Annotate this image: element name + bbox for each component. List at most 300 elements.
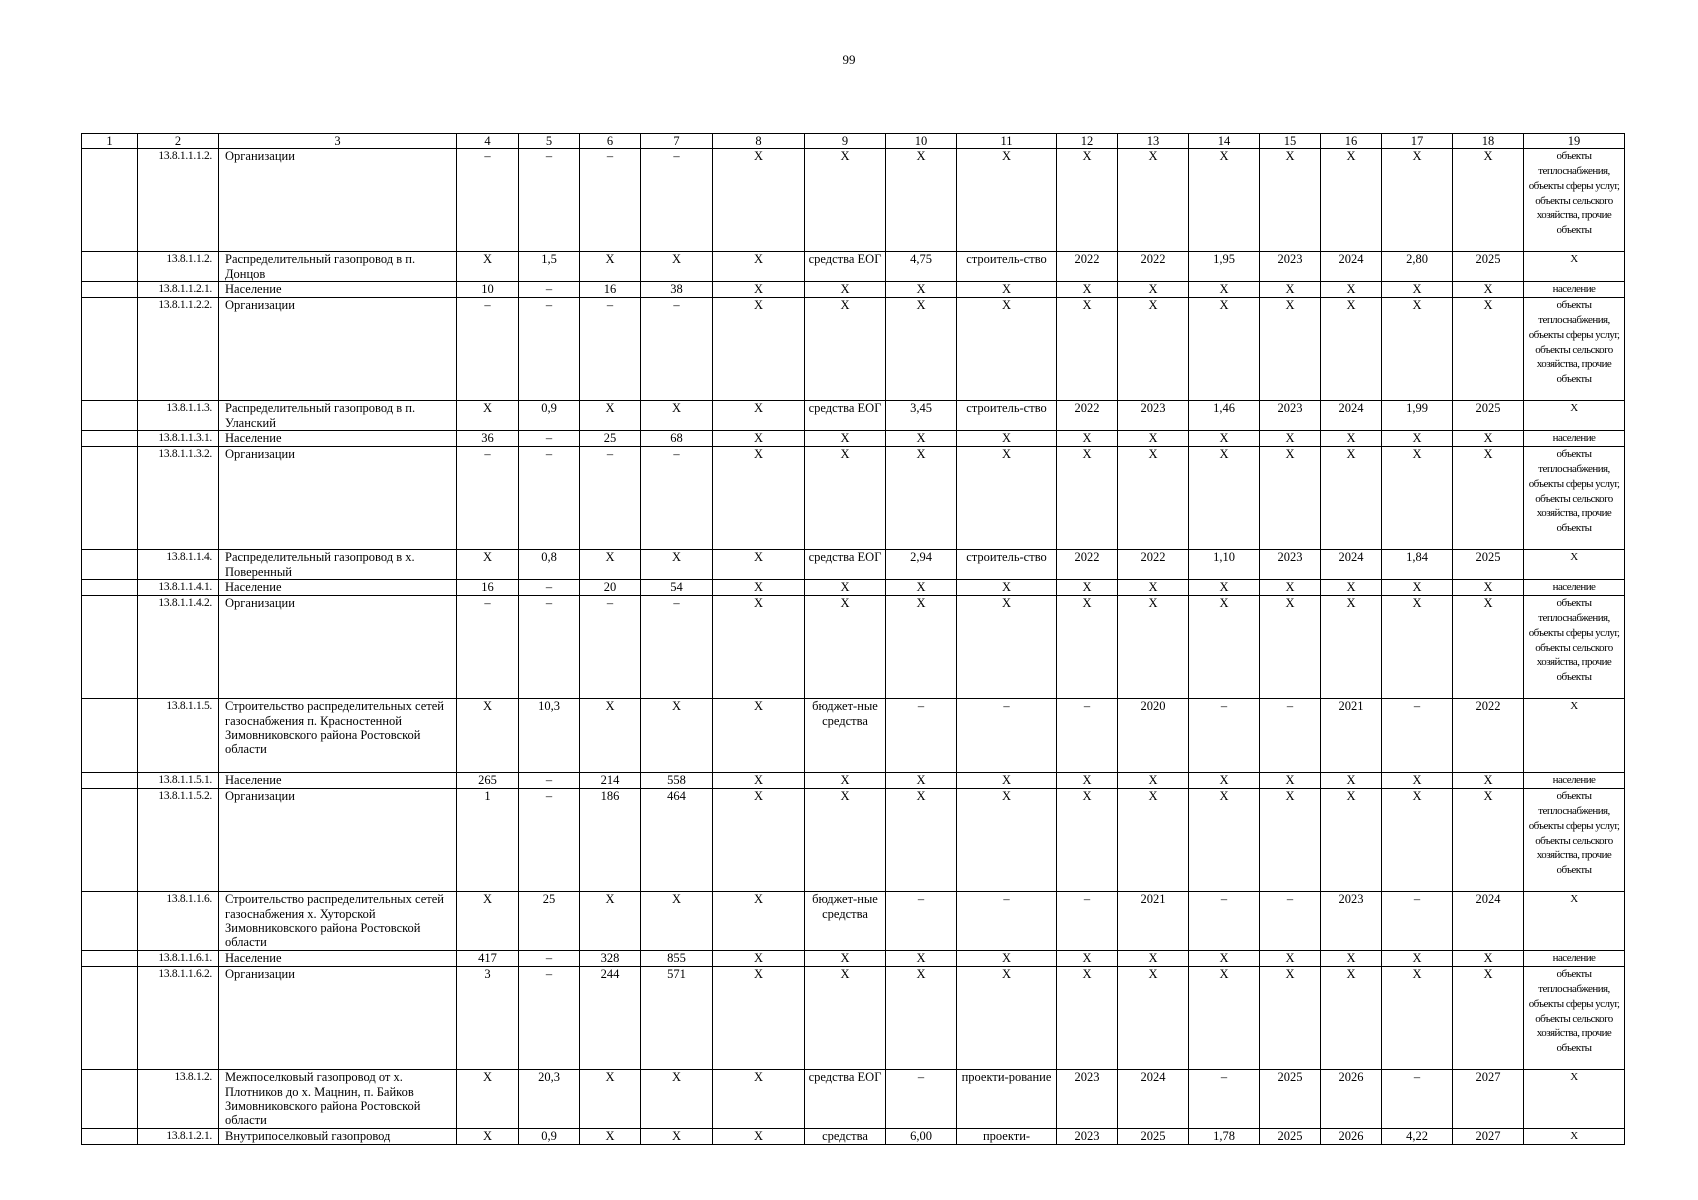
table-cell-col-4: – bbox=[457, 447, 519, 550]
table-cell-col-6: Х bbox=[580, 252, 641, 282]
table-cell-col-6: 20 bbox=[580, 580, 641, 596]
table-cell-col-14: Х bbox=[1189, 580, 1260, 596]
table-cell-col-13: Х bbox=[1118, 149, 1189, 252]
table-cell-col-7: 38 bbox=[641, 282, 713, 298]
table-cell-col-5: 1,5 bbox=[519, 252, 580, 282]
table-cell-col-3: Распределительный газопровод в п. Уланский bbox=[219, 401, 457, 431]
table-cell-col-1 bbox=[82, 580, 138, 596]
table-cell-col-3: Межпоселковый газопровод от х. Плотников до х. Мацнин, п. Байков Зимовниковского района Ростовской области bbox=[219, 1070, 457, 1129]
table-cell-col-11: Х bbox=[957, 967, 1057, 1070]
table-cell-col-9: бюджет-ные средства bbox=[805, 699, 886, 773]
table-cell-col-4: 417 bbox=[457, 951, 519, 967]
table-cell-col-15: Х bbox=[1260, 789, 1321, 892]
table-cell-col-5: 0,8 bbox=[519, 550, 580, 580]
table-cell-col-17: 1,99 bbox=[1382, 401, 1453, 431]
table-row bbox=[82, 789, 1625, 892]
table-cell-col-10: 6,00 bbox=[886, 1129, 957, 1145]
table-row bbox=[82, 431, 1625, 447]
table-cell-col-9: Х bbox=[805, 447, 886, 550]
table-cell-col-14: – bbox=[1189, 699, 1260, 773]
table-cell-col-8: Х bbox=[713, 1129, 805, 1145]
table-cell-col-15: – bbox=[1260, 892, 1321, 951]
table-cell-col-2: 13.8.1.2.1. bbox=[138, 1129, 219, 1145]
table-cell-col-1 bbox=[82, 951, 138, 967]
table-cell-col-11: Х bbox=[957, 298, 1057, 401]
table-cell-col-19: Х bbox=[1524, 550, 1625, 580]
table-cell-col-16: 2024 bbox=[1321, 252, 1382, 282]
table-cell-col-15: Х bbox=[1260, 596, 1321, 699]
table-cell-col-18: Х bbox=[1453, 951, 1524, 967]
table-cell-col-7: 558 bbox=[641, 773, 713, 789]
table-cell-col-12: 2023 bbox=[1057, 1070, 1118, 1129]
table-cell-col-11: Х bbox=[957, 951, 1057, 967]
table-cell-col-17: – bbox=[1382, 892, 1453, 951]
table-row bbox=[82, 252, 1625, 282]
table-cell-col-16: Х bbox=[1321, 431, 1382, 447]
table-cell-col-3: Распределительный газопровод в п. Донцов bbox=[219, 252, 457, 282]
table-cell-col-11: Х bbox=[957, 789, 1057, 892]
table-cell-col-14: 1,95 bbox=[1189, 252, 1260, 282]
table-cell-col-17: – bbox=[1382, 1070, 1453, 1129]
table-cell-col-16: Х bbox=[1321, 149, 1382, 252]
table-cell-col-8: Х bbox=[713, 951, 805, 967]
table-row bbox=[82, 447, 1625, 550]
table-cell-col-9: Х bbox=[805, 773, 886, 789]
table-cell-col-1 bbox=[82, 1129, 138, 1145]
column-header-1: 1 bbox=[82, 134, 138, 149]
table-cell-col-4: Х bbox=[457, 401, 519, 431]
table-cell-col-12: Х bbox=[1057, 282, 1118, 298]
table-cell-col-2: 13.8.1.1.1.2. bbox=[138, 149, 219, 252]
table-cell-col-4: – bbox=[457, 298, 519, 401]
table-cell-col-4: 3 bbox=[457, 967, 519, 1070]
table-cell-col-8: Х bbox=[713, 789, 805, 892]
table-cell-col-9: средства ЕОГ bbox=[805, 1070, 886, 1129]
table-cell-col-17: 4,22 bbox=[1382, 1129, 1453, 1145]
column-header-6: 6 bbox=[580, 134, 641, 149]
table-cell-col-3: Внутрипоселковый газопровод bbox=[219, 1129, 457, 1145]
table-cell-col-2: 13.8.1.1.6. bbox=[138, 892, 219, 951]
table-cell-col-10: Х bbox=[886, 967, 957, 1070]
table-cell-col-16: Х bbox=[1321, 951, 1382, 967]
table-cell-col-19: объекты теплоснабжения, объекты сферы услуг, объекты сельского хозяйства, прочие объекты bbox=[1524, 789, 1625, 892]
table-cell-col-8: Х bbox=[713, 773, 805, 789]
column-header-5: 5 bbox=[519, 134, 580, 149]
column-header-3: 3 bbox=[219, 134, 457, 149]
table-cell-col-3: Население bbox=[219, 431, 457, 447]
table-cell-col-15: Х bbox=[1260, 149, 1321, 252]
table-cell-col-6: Х bbox=[580, 699, 641, 773]
table-cell-col-11: строитель-ство bbox=[957, 401, 1057, 431]
column-header-16: 16 bbox=[1321, 134, 1382, 149]
table-cell-col-16: Х bbox=[1321, 596, 1382, 699]
table-cell-col-5: – bbox=[519, 149, 580, 252]
table-cell-col-5: – bbox=[519, 282, 580, 298]
table-row bbox=[82, 1129, 1625, 1145]
header-row bbox=[82, 134, 1625, 149]
table-cell-col-18: 2022 bbox=[1453, 699, 1524, 773]
table-cell-col-5: 25 bbox=[519, 892, 580, 951]
table-cell-col-2: 13.8.1.2. bbox=[138, 1070, 219, 1129]
table-cell-col-19: объекты теплоснабжения, объекты сферы услуг, объекты сельского хозяйства, прочие объекты bbox=[1524, 149, 1625, 252]
table-cell-col-13: Х bbox=[1118, 596, 1189, 699]
table-cell-col-9: средства ЕОГ bbox=[805, 401, 886, 431]
table-cell-col-6: Х bbox=[580, 550, 641, 580]
table-cell-col-7: Х bbox=[641, 1129, 713, 1145]
table-cell-col-6: Х bbox=[580, 1070, 641, 1129]
table-cell-col-17: 1,84 bbox=[1382, 550, 1453, 580]
table-cell-col-4: Х bbox=[457, 699, 519, 773]
table-row bbox=[82, 699, 1625, 773]
table-cell-col-16: Х bbox=[1321, 789, 1382, 892]
table-cell-col-10: Х bbox=[886, 596, 957, 699]
column-header-10: 10 bbox=[886, 134, 957, 149]
table-cell-col-7: Х bbox=[641, 252, 713, 282]
table-cell-col-16: Х bbox=[1321, 580, 1382, 596]
table-cell-col-2: 13.8.1.1.5. bbox=[138, 699, 219, 773]
table-cell-col-3: Организации bbox=[219, 967, 457, 1070]
table-row bbox=[82, 596, 1625, 699]
table-cell-col-7: Х bbox=[641, 892, 713, 951]
table-cell-col-5: – bbox=[519, 951, 580, 967]
table-cell-col-16: Х bbox=[1321, 298, 1382, 401]
table-cell-col-17: 2,80 bbox=[1382, 252, 1453, 282]
table-cell-col-11: Х bbox=[957, 773, 1057, 789]
table-cell-col-3: Население bbox=[219, 773, 457, 789]
table-cell-col-18: Х bbox=[1453, 967, 1524, 1070]
table-cell-col-15: Х bbox=[1260, 447, 1321, 550]
table-cell-col-2: 13.8.1.1.2.2. bbox=[138, 298, 219, 401]
table-cell-col-12: 2022 bbox=[1057, 401, 1118, 431]
table-cell-col-11: Х bbox=[957, 431, 1057, 447]
table-row bbox=[82, 951, 1625, 967]
table-cell-col-8: Х bbox=[713, 447, 805, 550]
table-cell-col-5: – bbox=[519, 773, 580, 789]
table-cell-col-1 bbox=[82, 550, 138, 580]
table-cell-col-19: Х bbox=[1524, 252, 1625, 282]
column-header-11: 11 bbox=[957, 134, 1057, 149]
table-cell-col-9: Х bbox=[805, 580, 886, 596]
table-cell-col-17: Х bbox=[1382, 282, 1453, 298]
table-cell-col-11: строитель-ство bbox=[957, 550, 1057, 580]
table-cell-col-18: Х bbox=[1453, 149, 1524, 252]
table-cell-col-8: Х bbox=[713, 401, 805, 431]
table-cell-col-4: Х bbox=[457, 252, 519, 282]
table-cell-col-11: Х bbox=[957, 282, 1057, 298]
table-cell-col-5: – bbox=[519, 431, 580, 447]
table-cell-col-10: Х bbox=[886, 282, 957, 298]
table-cell-col-19: население bbox=[1524, 580, 1625, 596]
table-cell-col-7: – bbox=[641, 149, 713, 252]
table-cell-col-14: Х bbox=[1189, 447, 1260, 550]
table-cell-col-13: 2023 bbox=[1118, 401, 1189, 431]
table-cell-col-2: 13.8.1.1.2. bbox=[138, 252, 219, 282]
table-cell-col-16: 2021 bbox=[1321, 699, 1382, 773]
table-cell-col-1 bbox=[82, 252, 138, 282]
table-cell-col-6: Х bbox=[580, 1129, 641, 1145]
table-cell-col-15: Х bbox=[1260, 282, 1321, 298]
table-cell-col-12: Х bbox=[1057, 580, 1118, 596]
table-cell-col-14: 1,78 bbox=[1189, 1129, 1260, 1145]
table-cell-col-7: 464 bbox=[641, 789, 713, 892]
table-cell-col-19: Х bbox=[1524, 401, 1625, 431]
table-row bbox=[82, 773, 1625, 789]
table-cell-col-12: Х bbox=[1057, 431, 1118, 447]
table-cell-col-10: Х bbox=[886, 447, 957, 550]
data-table bbox=[81, 133, 1625, 1145]
table-cell-col-16: Х bbox=[1321, 967, 1382, 1070]
table-cell-col-7: Х bbox=[641, 1070, 713, 1129]
table-cell-col-10: Х bbox=[886, 580, 957, 596]
table-cell-col-7: 68 bbox=[641, 431, 713, 447]
table-cell-col-1 bbox=[82, 149, 138, 252]
table-cell-col-8: Х bbox=[713, 282, 805, 298]
table-cell-col-10: Х bbox=[886, 951, 957, 967]
table-cell-col-2: 13.8.1.1.4.2. bbox=[138, 596, 219, 699]
table-cell-col-11: – bbox=[957, 699, 1057, 773]
table-cell-col-5: – bbox=[519, 967, 580, 1070]
table-cell-col-8: Х bbox=[713, 298, 805, 401]
table-cell-col-6: 328 bbox=[580, 951, 641, 967]
column-header-4: 4 bbox=[457, 134, 519, 149]
table-row bbox=[82, 401, 1625, 431]
table-cell-col-8: Х bbox=[713, 550, 805, 580]
table-cell-col-9: средства ЕОГ bbox=[805, 550, 886, 580]
table-cell-col-11: Х bbox=[957, 149, 1057, 252]
table-cell-col-3: Организации bbox=[219, 447, 457, 550]
table-cell-col-19: Х bbox=[1524, 1129, 1625, 1145]
table-cell-col-1 bbox=[82, 431, 138, 447]
table-cell-col-18: Х bbox=[1453, 431, 1524, 447]
table-cell-col-15: Х bbox=[1260, 298, 1321, 401]
table-cell-col-16: 2026 bbox=[1321, 1070, 1382, 1129]
table-cell-col-7: – bbox=[641, 447, 713, 550]
table-cell-col-6: 186 bbox=[580, 789, 641, 892]
column-header-15: 15 bbox=[1260, 134, 1321, 149]
table-cell-col-12: – bbox=[1057, 699, 1118, 773]
table-cell-col-3: Население bbox=[219, 951, 457, 967]
table-cell-col-19: Х bbox=[1524, 1070, 1625, 1129]
table-cell-col-14: 1,10 bbox=[1189, 550, 1260, 580]
table-cell-col-3: Организации bbox=[219, 596, 457, 699]
table-cell-col-18: Х bbox=[1453, 596, 1524, 699]
table-cell-col-4: – bbox=[457, 596, 519, 699]
table-cell-col-6: 244 bbox=[580, 967, 641, 1070]
table-row bbox=[82, 892, 1625, 951]
table-cell-col-12: Х bbox=[1057, 596, 1118, 699]
table-cell-col-2: 13.8.1.1.6.2. bbox=[138, 967, 219, 1070]
table-cell-col-7: Х bbox=[641, 550, 713, 580]
table-cell-col-15: Х bbox=[1260, 951, 1321, 967]
table-cell-col-12: Х bbox=[1057, 951, 1118, 967]
table-cell-col-12: 2022 bbox=[1057, 550, 1118, 580]
table-cell-col-9: Х bbox=[805, 967, 886, 1070]
table-cell-col-6: Х bbox=[580, 401, 641, 431]
table-cell-col-15: 2023 bbox=[1260, 550, 1321, 580]
page-number: 99 bbox=[842, 52, 856, 67]
table-cell-col-10: 2,94 bbox=[886, 550, 957, 580]
table-cell-col-4: 16 bbox=[457, 580, 519, 596]
table-cell-col-19: население bbox=[1524, 282, 1625, 298]
table-cell-col-6: 16 bbox=[580, 282, 641, 298]
table-cell-col-5: – bbox=[519, 580, 580, 596]
table-cell-col-1 bbox=[82, 298, 138, 401]
table-cell-col-18: Х bbox=[1453, 580, 1524, 596]
table-cell-col-2: 13.8.1.1.4.1. bbox=[138, 580, 219, 596]
table-cell-col-13: Х bbox=[1118, 773, 1189, 789]
column-header-8: 8 bbox=[713, 134, 805, 149]
table-cell-col-15: Х bbox=[1260, 967, 1321, 1070]
table-cell-col-18: 2024 bbox=[1453, 892, 1524, 951]
table-row bbox=[82, 580, 1625, 596]
table-cell-col-19: население bbox=[1524, 431, 1625, 447]
table-cell-col-14: – bbox=[1189, 892, 1260, 951]
table-cell-col-11: Х bbox=[957, 447, 1057, 550]
table-cell-col-13: 2025 bbox=[1118, 1129, 1189, 1145]
table-cell-col-5: 10,3 bbox=[519, 699, 580, 773]
table-cell-col-14: Х bbox=[1189, 298, 1260, 401]
table-cell-col-17: – bbox=[1382, 699, 1453, 773]
table-cell-col-17: Х bbox=[1382, 789, 1453, 892]
table-cell-col-1 bbox=[82, 967, 138, 1070]
table-cell-col-17: Х bbox=[1382, 149, 1453, 252]
table-cell-col-7: 855 bbox=[641, 951, 713, 967]
column-header-7: 7 bbox=[641, 134, 713, 149]
table-cell-col-17: Х bbox=[1382, 596, 1453, 699]
table-cell-col-9: Х bbox=[805, 149, 886, 252]
table-cell-col-10: Х bbox=[886, 789, 957, 892]
table-cell-col-12: 2022 bbox=[1057, 252, 1118, 282]
table-cell-col-18: Х bbox=[1453, 447, 1524, 550]
table-cell-col-11: Х bbox=[957, 596, 1057, 699]
table-cell-col-1 bbox=[82, 892, 138, 951]
table-cell-col-4: – bbox=[457, 149, 519, 252]
table-cell-col-15: Х bbox=[1260, 580, 1321, 596]
table-cell-col-1 bbox=[82, 596, 138, 699]
table-cell-col-19: население bbox=[1524, 773, 1625, 789]
table-cell-col-3: Организации bbox=[219, 789, 457, 892]
table-cell-col-11: проекти-рование bbox=[957, 1070, 1057, 1129]
table-cell-col-6: – bbox=[580, 596, 641, 699]
table-cell-col-1 bbox=[82, 401, 138, 431]
table-cell-col-8: Х bbox=[713, 252, 805, 282]
table-cell-col-14: Х bbox=[1189, 282, 1260, 298]
table-cell-col-19: Х bbox=[1524, 699, 1625, 773]
table-cell-col-18: Х bbox=[1453, 773, 1524, 789]
table-cell-col-6: – bbox=[580, 298, 641, 401]
table-cell-col-16: Х bbox=[1321, 773, 1382, 789]
table-row bbox=[82, 550, 1625, 580]
table-cell-col-2: 13.8.1.1.4. bbox=[138, 550, 219, 580]
table-cell-col-4: Х bbox=[457, 1129, 519, 1145]
table-cell-col-9: Х bbox=[805, 596, 886, 699]
table-cell-col-6: 214 bbox=[580, 773, 641, 789]
column-header-9: 9 bbox=[805, 134, 886, 149]
table-cell-col-19: объекты теплоснабжения, объекты сферы услуг, объекты сельского хозяйства, прочие объекты bbox=[1524, 967, 1625, 1070]
table-cell-col-16: 2024 bbox=[1321, 550, 1382, 580]
table-cell-col-13: 2022 bbox=[1118, 550, 1189, 580]
table-cell-col-15: – bbox=[1260, 699, 1321, 773]
table-cell-col-14: 1,46 bbox=[1189, 401, 1260, 431]
table-cell-col-14: Х bbox=[1189, 951, 1260, 967]
table-cell-col-15: 2023 bbox=[1260, 401, 1321, 431]
table-cell-col-13: 2020 bbox=[1118, 699, 1189, 773]
table-cell-col-4: 265 bbox=[457, 773, 519, 789]
table-cell-col-17: Х bbox=[1382, 773, 1453, 789]
table-cell-col-13: Х bbox=[1118, 447, 1189, 550]
table-cell-col-5: 0,9 bbox=[519, 401, 580, 431]
table-cell-col-18: 2027 bbox=[1453, 1070, 1524, 1129]
table-cell-col-5: 20,3 bbox=[519, 1070, 580, 1129]
table-cell-col-8: Х bbox=[713, 967, 805, 1070]
table-cell-col-9: Х bbox=[805, 282, 886, 298]
table-cell-col-11: проекти- bbox=[957, 1129, 1057, 1145]
table-cell-col-18: 2025 bbox=[1453, 550, 1524, 580]
table-cell-col-3: Организации bbox=[219, 149, 457, 252]
table-cell-col-13: 2024 bbox=[1118, 1070, 1189, 1129]
table-cell-col-10: – bbox=[886, 892, 957, 951]
table-cell-col-18: Х bbox=[1453, 282, 1524, 298]
table-row bbox=[82, 282, 1625, 298]
column-header-12: 12 bbox=[1057, 134, 1118, 149]
table-cell-col-16: 2026 bbox=[1321, 1129, 1382, 1145]
column-header-17: 17 bbox=[1382, 134, 1453, 149]
column-header-2: 2 bbox=[138, 134, 219, 149]
table-cell-col-7: 54 bbox=[641, 580, 713, 596]
table-cell-col-10: – bbox=[886, 1070, 957, 1129]
table-cell-col-14: Х bbox=[1189, 773, 1260, 789]
table-cell-col-7: 571 bbox=[641, 967, 713, 1070]
table-cell-col-16: Х bbox=[1321, 447, 1382, 550]
table-cell-col-13: 2022 bbox=[1118, 252, 1189, 282]
table-cell-col-18: Х bbox=[1453, 298, 1524, 401]
table-cell-col-12: Х bbox=[1057, 447, 1118, 550]
table-cell-col-8: Х bbox=[713, 431, 805, 447]
table-cell-col-4: 36 bbox=[457, 431, 519, 447]
table-cell-col-2: 13.8.1.1.2.1. bbox=[138, 282, 219, 298]
table-cell-col-10: 3,45 bbox=[886, 401, 957, 431]
table-cell-col-6: – bbox=[580, 149, 641, 252]
table-cell-col-5: – bbox=[519, 447, 580, 550]
table-cell-col-10: 4,75 bbox=[886, 252, 957, 282]
table-cell-col-14: Х bbox=[1189, 431, 1260, 447]
table-cell-col-19: объекты теплоснабжения, объекты сферы услуг, объекты сельского хозяйства, прочие объекты bbox=[1524, 298, 1625, 401]
table-row bbox=[82, 298, 1625, 401]
table-cell-col-3: Организации bbox=[219, 298, 457, 401]
table-cell-col-13: Х bbox=[1118, 282, 1189, 298]
table-cell-col-3: Строительство распределительных сетей газоснабжения х. Хуторской Зимовниковского района Ростовской области bbox=[219, 892, 457, 951]
table-cell-col-11: строитель-ство bbox=[957, 252, 1057, 282]
table-cell-col-9: бюджет-ные средства bbox=[805, 892, 886, 951]
table-cell-col-3: Распределительный газопровод в х. Поверенный bbox=[219, 550, 457, 580]
table-cell-col-5: – bbox=[519, 596, 580, 699]
table-cell-col-9: Х bbox=[805, 431, 886, 447]
table-cell-col-12: Х bbox=[1057, 149, 1118, 252]
table-cell-col-8: Х bbox=[713, 699, 805, 773]
table-cell-col-13: Х bbox=[1118, 298, 1189, 401]
table-cell-col-18: 2025 bbox=[1453, 252, 1524, 282]
table-cell-col-16: Х bbox=[1321, 282, 1382, 298]
table-cell-col-2: 13.8.1.1.6.1. bbox=[138, 951, 219, 967]
table-cell-col-15: 2025 bbox=[1260, 1129, 1321, 1145]
table-cell-col-11: – bbox=[957, 892, 1057, 951]
table-cell-col-12: – bbox=[1057, 892, 1118, 951]
table-cell-col-7: Х bbox=[641, 699, 713, 773]
table-cell-col-17: Х bbox=[1382, 447, 1453, 550]
table-cell-col-2: 13.8.1.1.3.2. bbox=[138, 447, 219, 550]
table-cell-col-16: 2023 bbox=[1321, 892, 1382, 951]
table-cell-col-13: Х bbox=[1118, 789, 1189, 892]
